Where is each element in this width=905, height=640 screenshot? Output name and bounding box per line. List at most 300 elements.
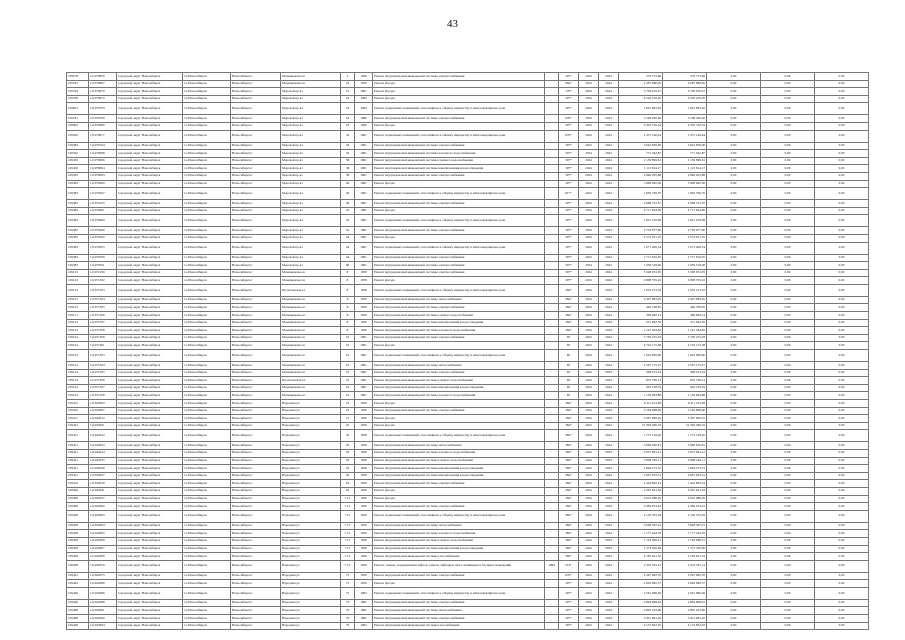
- table-cell: 5 908 662,36: [619, 180, 663, 188]
- table-cell: 109383: [67, 188, 89, 200]
- table-cell: 0,00: [761, 560, 815, 572]
- table-cell: 384*: [559, 312, 579, 320]
- table-cell: 111979672: [89, 95, 117, 103]
- table-cell: 307*: [559, 157, 579, 165]
- table-cell: 0,00: [761, 392, 815, 400]
- table-cell: г.о.Новосибирск: [183, 284, 231, 296]
- table-cell: 109384: [67, 207, 89, 215]
- table-cell: 0,00: [815, 215, 869, 227]
- table-cell: 0,00: [815, 503, 869, 511]
- table-cell: 1964: [355, 95, 373, 103]
- table-cell: 0,00: [761, 284, 815, 296]
- table-cell: Морской пр-кт: [281, 200, 341, 208]
- table-cell: 109383: [67, 172, 89, 180]
- table-cell: Морской пр-кт: [281, 103, 341, 115]
- table-cell: 0,00: [761, 269, 815, 277]
- table-cell: 111979098: [89, 150, 117, 158]
- table-cell: 2 808 262,11: [663, 457, 707, 465]
- table-cell: 111942926: [89, 465, 117, 473]
- table-cell: 449 798,95: [619, 304, 663, 312]
- table-cell: 398 913,24: [663, 369, 707, 377]
- table-cell: 2 416 325,14: [663, 560, 707, 572]
- table-cell: 2024: [599, 254, 619, 262]
- table-cell: г.о.Новосибирск: [183, 172, 231, 180]
- table-cell: 40: [341, 180, 355, 188]
- table-cell: 2024: [579, 95, 599, 103]
- table-cell: 2024: [579, 115, 599, 123]
- table-cell: 4 717 824,06: [619, 207, 663, 215]
- table-cell: 2 267 641,93: [663, 487, 707, 495]
- table-cell: 0,00: [761, 122, 815, 130]
- table-cell: городской округ Новосибирск: [117, 180, 183, 188]
- table-cell: 10: [341, 369, 355, 377]
- table-cell: г.о.Новосибирск: [183, 560, 231, 572]
- table-cell: 111942963: [89, 510, 117, 522]
- table-cell: 2024: [599, 157, 619, 165]
- table-cell: Ремонт внутридомовой инженерной системы электроснабжения: [373, 142, 545, 150]
- table-cell: 0,00: [815, 312, 869, 320]
- table-cell: 8: [341, 296, 355, 304]
- table-cell: 2024: [579, 312, 599, 320]
- table-row: [67, 553, 869, 561]
- table-cell: 85: [559, 384, 579, 392]
- table-row: [67, 407, 869, 415]
- table-cell: городской округ Новосибирск: [117, 103, 183, 115]
- table-cell: 2024: [579, 73, 599, 81]
- table-cell: Народная ул: [281, 480, 341, 488]
- table-cell: 2: [341, 73, 355, 81]
- table-cell: 1959: [355, 487, 373, 495]
- table-cell: 384*: [559, 480, 579, 488]
- table-cell: 0,00: [707, 400, 761, 408]
- table-cell: Новосибирск г: [231, 319, 281, 327]
- table-cell: 0,00: [761, 422, 815, 430]
- table-cell: [545, 95, 559, 103]
- table-cell: г.о.Новосибирск: [183, 254, 231, 262]
- table-cell: 111971305: [89, 304, 117, 312]
- table-cell: 1 775 129,20: [619, 430, 663, 442]
- table-cell: городской округ Новосибирск: [117, 242, 183, 254]
- table-cell: 1959: [355, 304, 373, 312]
- table-cell: 10: [341, 384, 355, 392]
- table-cell: 1961: [355, 215, 373, 227]
- table-cell: Морской пр-кт: [281, 234, 341, 242]
- table-cell: 109383: [67, 242, 89, 254]
- table-cell: 0,00: [761, 442, 815, 450]
- table-cell: 109441: [67, 572, 89, 580]
- table-cell: [545, 242, 559, 254]
- table-cell: г.о.Новосибирск: [183, 530, 231, 538]
- table-cell: 109448: [67, 622, 89, 630]
- table-cell: 384*: [559, 430, 579, 442]
- table-cell: г.о.Новосибирск: [183, 472, 231, 480]
- table-row: [67, 487, 869, 495]
- table-cell: городской округ Новосибирск: [117, 234, 183, 242]
- table-cell: 71/1: [341, 545, 355, 553]
- table-cell: 2 703 977,00: [619, 227, 663, 235]
- table-cell: [545, 530, 559, 538]
- table-cell: 1958: [355, 430, 373, 442]
- table-cell: Ремонт подвальных помещений, относящихся к общему имуществу в многоквартирном доме: [373, 510, 545, 522]
- table-cell: Новосибирск г: [231, 407, 281, 415]
- table-cell: 0,00: [815, 304, 869, 312]
- table-cell: 307*: [559, 172, 579, 180]
- table-cell: Новосибирск г: [231, 377, 281, 385]
- table-cell: Новосибирск г: [231, 200, 281, 208]
- table-cell: городской округ Новосибирск: [117, 465, 183, 473]
- table-cell: 0,00: [815, 400, 869, 408]
- table-cell: Ремонт подвальных помещений, относящихся к общему имуществу в многоквартирном доме: [373, 215, 545, 227]
- table-cell: 1956: [355, 73, 373, 81]
- table-cell: 307*: [559, 254, 579, 262]
- table-cell: 45: [341, 457, 355, 465]
- table-cell: городской округ Новосибирск: [117, 442, 183, 450]
- table-cell: г.о.Новосибирск: [183, 342, 231, 350]
- table-cell: 1961: [355, 150, 373, 158]
- table-cell: 23: [341, 407, 355, 415]
- table-cell: Ремонт фасада: [373, 180, 545, 188]
- table-cell: 10 393 296,19: [663, 422, 707, 430]
- table-cell: 8: [341, 319, 355, 327]
- table-row: [67, 269, 869, 277]
- table-cell: 0,00: [707, 350, 761, 362]
- table-cell: 111971303: [89, 350, 117, 362]
- table-cell: 0,00: [707, 227, 761, 235]
- table-cell: г.о.Новосибирск: [183, 487, 231, 495]
- table-cell: 109446: [67, 599, 89, 607]
- table-cell: 8: [341, 284, 355, 296]
- table-cell: 2024: [599, 342, 619, 350]
- table-cell: городской округ Новосибирск: [117, 503, 183, 511]
- table-cell: городской округ Новосибирск: [117, 227, 183, 235]
- table-cell: городской округ Новосибирск: [117, 407, 183, 415]
- table-cell: 2024: [579, 342, 599, 350]
- table-cell: 2024: [599, 430, 619, 442]
- table-cell: Ремонт подвальных помещений, относящихся к общему имуществу в многоквартирном доме: [373, 242, 545, 254]
- table-cell: Новосибирск г: [231, 115, 281, 123]
- table-cell: 2024: [599, 73, 619, 81]
- table-cell: 2 397 883,20: [619, 296, 663, 304]
- table-cell: 0,00: [815, 319, 869, 327]
- table-row: [67, 234, 869, 242]
- table-cell: [545, 407, 559, 415]
- table-cell: 0,00: [761, 615, 815, 623]
- table-cell: 34: [341, 130, 355, 142]
- table-cell: 111979505: [89, 242, 117, 254]
- table-cell: 2024: [599, 377, 619, 385]
- table-cell: 111942957: [89, 495, 117, 503]
- table-cell: Новосибирск г: [231, 327, 281, 335]
- table-cell: 1961: [355, 242, 373, 254]
- table-cell: 10: [341, 334, 355, 342]
- table-cell: 111942992: [89, 615, 117, 623]
- table-row: [67, 215, 869, 227]
- page-number: 43: [447, 18, 458, 30]
- table-row: [67, 88, 869, 96]
- table-cell: 1958: [355, 422, 373, 430]
- table-cell: 3 669 920,81: [619, 442, 663, 450]
- table-cell: Народная ул: [281, 510, 341, 522]
- table-cell: 111942903: [89, 400, 117, 408]
- table-cell: Новосибирск г: [231, 457, 281, 465]
- table-cell: г.о.Новосибирск: [183, 327, 231, 335]
- table-row: [67, 80, 869, 88]
- table-cell: 0,00: [815, 430, 869, 442]
- table-cell: 0,00: [761, 327, 815, 335]
- table-cell: 2024: [599, 599, 619, 607]
- table-cell: 109438: [67, 553, 89, 561]
- table-cell: 42: [341, 227, 355, 235]
- table-cell: 111979096: [89, 157, 117, 165]
- table-cell: 111942907: [89, 407, 117, 415]
- table-cell: 109124: [67, 342, 89, 350]
- table-cell: Ремонт внутридомовой инженерной системы горячего водоснабжения: [373, 157, 545, 165]
- table-cell: городской округ Новосибирск: [117, 480, 183, 488]
- table-cell: 2024: [579, 465, 599, 473]
- table-cell: Мочищенское ш: [281, 277, 341, 285]
- table-cell: 1 113 814,17: [619, 165, 663, 173]
- table-row: [67, 73, 869, 81]
- table-cell: 2024: [579, 587, 599, 599]
- table-cell: 2024: [599, 269, 619, 277]
- table-cell: 2024: [599, 277, 619, 285]
- table-cell: г.о.Новосибирск: [183, 277, 231, 285]
- table-cell: 2024: [579, 487, 599, 495]
- table-cell: Ремонт внутридомовой инженерной системы электроснабжения: [373, 407, 545, 415]
- table-cell: 279 753,66: [663, 73, 707, 81]
- table-cell: городской округ Новосибирск: [117, 150, 183, 158]
- table-cell: 2024: [599, 580, 619, 588]
- table-cell: 0,00: [815, 377, 869, 385]
- table-cell: Новосибирск г: [231, 304, 281, 312]
- table-cell: Новосибирск г: [231, 172, 281, 180]
- table-cell: 1 113 814,17: [663, 165, 707, 173]
- table-cell: 0,00: [815, 342, 869, 350]
- table-cell: 0,00: [707, 254, 761, 262]
- table-cell: 3 164 898,00: [619, 407, 663, 415]
- table-cell: 18: [341, 80, 355, 88]
- table-cell: 307*: [559, 150, 579, 158]
- table-cell: Новосибирск г: [231, 392, 281, 400]
- table-cell: 2024: [579, 572, 599, 580]
- table-cell: 384*: [559, 465, 579, 473]
- table-cell: 1962: [355, 599, 373, 607]
- table-cell: 109450: [67, 157, 89, 165]
- table-cell: городской округ Новосибирск: [117, 587, 183, 599]
- table-row: [67, 103, 869, 115]
- table-row: [67, 545, 869, 553]
- table-cell: 109123: [67, 319, 89, 327]
- table-cell: 2024: [599, 150, 619, 158]
- table-cell: 0,00: [815, 580, 869, 588]
- table-cell: 1 042 899,60: [663, 350, 707, 362]
- table-cell: 45: [341, 430, 355, 442]
- table-cell: Мочищенское ш: [281, 350, 341, 362]
- table-cell: 307*: [559, 615, 579, 623]
- table-cell: 2024: [579, 80, 599, 88]
- table-cell: 2 150 355,29: [663, 510, 707, 522]
- table-cell: 1962: [355, 622, 373, 630]
- table-cell: 85: [559, 377, 579, 385]
- table-cell: Пролетарская ул: [281, 377, 341, 385]
- table-cell: городской округ Новосибирск: [117, 254, 183, 262]
- table-cell: городской округ Новосибирск: [117, 350, 183, 362]
- table-cell: 2024: [599, 362, 619, 370]
- table-cell: 109678: [67, 73, 89, 81]
- table-cell: 2024: [599, 234, 619, 242]
- table-cell: 111979401: [89, 207, 117, 215]
- table-cell: 0,00: [761, 254, 815, 262]
- table-cell: городской округ Новосибирск: [117, 262, 183, 270]
- table-cell: 0,00: [815, 422, 869, 430]
- table-cell: Новосибирск г: [231, 227, 281, 235]
- table-cell: 109383: [67, 262, 89, 270]
- table-cell: [545, 88, 559, 96]
- table-row: [67, 537, 869, 545]
- table-cell: 1958: [355, 277, 373, 285]
- table-cell: [545, 180, 559, 188]
- table-cell: 0,00: [707, 465, 761, 473]
- table-cell: 2024: [599, 312, 619, 320]
- table-cell: 2024: [599, 442, 619, 450]
- table-cell: 1 671 409,54: [619, 242, 663, 254]
- table-cell: Морской пр-кт: [281, 172, 341, 180]
- table-row: [67, 150, 869, 158]
- table-cell: 8: [341, 304, 355, 312]
- table-cell: 109426: [67, 487, 89, 495]
- table-cell: 1 661 993,62: [619, 103, 663, 115]
- table-cell: 0,00: [707, 384, 761, 392]
- table-cell: Мочищенское ш: [281, 327, 341, 335]
- table-cell: 307*: [559, 142, 579, 150]
- table-cell: 0,00: [707, 369, 761, 377]
- table-cell: 1 744 096,21: [663, 537, 707, 545]
- table-cell: 4 172 852,02: [663, 622, 707, 630]
- table-cell: 0,00: [707, 207, 761, 215]
- table-cell: 0,00: [761, 115, 815, 123]
- table-cell: Мочищенское ш: [281, 304, 341, 312]
- table-cell: 1961: [355, 392, 373, 400]
- table-cell: г.о.Новосибирск: [183, 392, 231, 400]
- table-cell: 0,00: [815, 284, 869, 296]
- table-cell: 2 267 641,93: [619, 487, 663, 495]
- table-cell: 111942912: [89, 415, 117, 423]
- table-cell: городской округ Новосибирск: [117, 545, 183, 553]
- table-cell: Ремонт подвальных помещений, относящихся к общему имуществу в многоквартирном доме: [373, 103, 545, 115]
- table-cell: Ремонт фасада: [373, 580, 545, 588]
- table-cell: 0,00: [761, 465, 815, 473]
- table-cell: 1961: [355, 350, 373, 362]
- table-cell: 0,00: [815, 487, 869, 495]
- table-cell: 307*: [559, 580, 579, 588]
- table-cell: 384*: [559, 327, 579, 335]
- table-cell: 0,00: [815, 553, 869, 561]
- table-cell: 71/1: [341, 530, 355, 538]
- table-cell: 0,00: [707, 449, 761, 457]
- table-cell: 1959: [355, 327, 373, 335]
- table-cell: 2024: [579, 615, 599, 623]
- table-cell: Новосибирск г: [231, 296, 281, 304]
- table-cell: Народная ул: [281, 615, 341, 623]
- table-cell: 79: [341, 622, 355, 630]
- table-cell: Мочищенское ш: [281, 296, 341, 304]
- table-cell: Мочищенское ш: [281, 342, 341, 350]
- table-cell: 85: [559, 362, 579, 370]
- table-cell: 307*: [559, 277, 579, 285]
- table-cell: 0,00: [707, 215, 761, 227]
- table-cell: 109438: [67, 510, 89, 522]
- table-cell: г.о.Новосибирск: [183, 88, 231, 96]
- table-cell: 1962: [355, 615, 373, 623]
- table-cell: городской округ Новосибирск: [117, 572, 183, 580]
- table-cell: Новосибирск г: [231, 537, 281, 545]
- table-cell: Народная ул: [281, 599, 341, 607]
- table-cell: 1961: [355, 254, 373, 262]
- table-cell: 0,00: [815, 115, 869, 123]
- table-cell: 2024: [599, 465, 619, 473]
- table-cell: г.о.Новосибирск: [183, 122, 231, 130]
- table-cell: 384*: [559, 472, 579, 480]
- table-cell: 1 159 603,88: [663, 392, 707, 400]
- table-cell: Новосибирск г: [231, 95, 281, 103]
- table-cell: Новосибирск г: [231, 560, 281, 572]
- table-cell: 2 037 991,41: [619, 449, 663, 457]
- table-cell: 2024: [599, 142, 619, 150]
- table-cell: 111942922: [89, 430, 117, 442]
- table-cell: Ремонт внутридомовой инженерной системы электроснабжения: [373, 369, 545, 377]
- table-row: [67, 95, 869, 103]
- table-cell: Новосибирск г: [231, 150, 281, 158]
- table-cell: Ремонт внутридомовой инженерной системы канализования и водоотведения: [373, 165, 545, 173]
- table-cell: г.о.Новосибирск: [183, 400, 231, 408]
- table-cell: [545, 457, 559, 465]
- table-cell: 2024: [599, 400, 619, 408]
- table-cell: Мочищенское ш: [281, 392, 341, 400]
- table-cell: 0,00: [815, 234, 869, 242]
- table-cell: [545, 545, 559, 553]
- table-cell: [545, 234, 559, 242]
- table-cell: 2 267 962,70: [619, 572, 663, 580]
- table-cell: 2024: [579, 277, 599, 285]
- table-cell: 2 967 633,12: [619, 472, 663, 480]
- table-cell: 0,00: [815, 369, 869, 377]
- table-cell: г.о.Новосибирск: [183, 553, 231, 561]
- table-cell: 384*: [559, 530, 579, 538]
- table-row: [67, 377, 869, 385]
- table-cell: Ремонт внутридомовой инженерной системы теплоснабжения: [373, 362, 545, 370]
- table-cell: 0,00: [815, 607, 869, 615]
- table-cell: Новосибирск г: [231, 157, 281, 165]
- table-cell: 0,00: [761, 472, 815, 480]
- table-cell: городской округ Новосибирск: [117, 622, 183, 630]
- table-row: [67, 430, 869, 442]
- table-cell: [545, 227, 559, 235]
- table-cell: 1961: [355, 262, 373, 270]
- table-cell: 16: [341, 103, 355, 115]
- table-cell: 3 451 981,20: [663, 615, 707, 623]
- table-cell: г.о.Новосибирск: [183, 495, 231, 503]
- table-cell: 0,00: [815, 407, 869, 415]
- table-cell: 4 722 175,38: [663, 342, 707, 350]
- table-cell: Ремонт внутридомовой инженерной системы электроснабжения: [373, 304, 545, 312]
- table-cell: городской округ Новосибирск: [117, 296, 183, 304]
- table-cell: 34: [341, 150, 355, 158]
- table-cell: 4 032 986,29: [663, 495, 707, 503]
- table-cell: 0,00: [707, 495, 761, 503]
- table-cell: городской округ Новосибирск: [117, 215, 183, 227]
- table-cell: 2 183 621,53: [619, 553, 663, 561]
- table-cell: 0,00: [761, 350, 815, 362]
